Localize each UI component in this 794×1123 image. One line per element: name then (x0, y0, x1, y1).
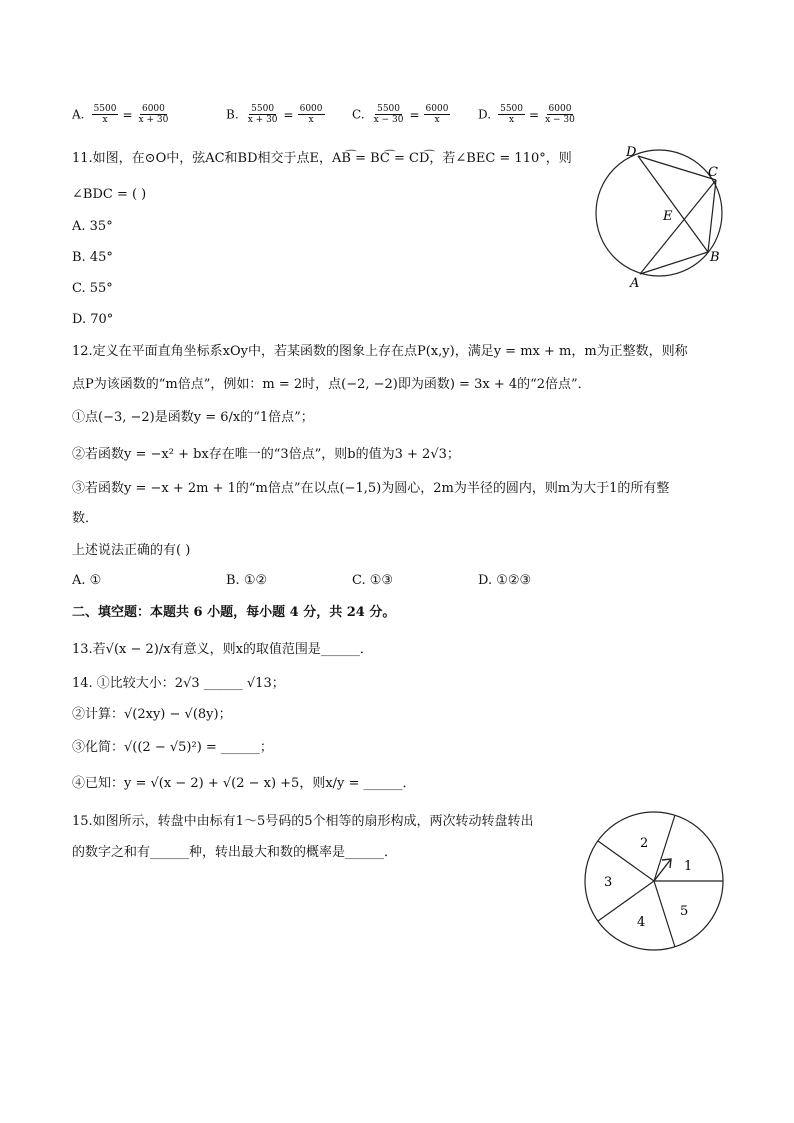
option-label: C. (352, 107, 365, 122)
chord-bd (638, 156, 708, 252)
q12-prompt: 上述说法正确的有( ) (72, 543, 191, 558)
numerator: 5500 (500, 104, 524, 114)
denominator: x − 30 (545, 115, 575, 125)
point-c-label: C (708, 165, 718, 180)
fraction (298, 104, 325, 125)
denominator: x (509, 115, 515, 125)
q14-part2: ②计算：√(2xy) − √(8y)； (72, 707, 232, 722)
q10-option-a (72, 104, 172, 125)
numerator: 6000 (425, 104, 449, 114)
point-e-label: E (663, 209, 673, 224)
spinner-figure (578, 808, 730, 958)
q12-statement-3: ③若函数y = −x + 2m + 1的“m倍点”在以点(−1,5)为圆心，2m为半径的圆内，则m为大于1的所有整 (72, 481, 670, 496)
q10-option-c (352, 104, 452, 125)
chord-ac (640, 180, 716, 274)
q11-option-b: B. 45° (72, 250, 113, 265)
numerator: 5500 (377, 104, 401, 114)
q10-option-d (478, 104, 579, 125)
point-a-label: A (630, 276, 640, 290)
denominator: x (434, 115, 440, 125)
denominator: x + 30 (247, 115, 278, 125)
numerator: 5500 (93, 104, 117, 114)
q12-statement-3-cont: 数． (72, 511, 99, 526)
q15-stem-line2: 的数字之和有______种，转出最大和数的概率是______． (72, 845, 398, 860)
numerator: 6000 (141, 104, 165, 114)
point-d-label: D (626, 145, 637, 160)
denominator: x − 30 (373, 115, 404, 125)
chord-dc (638, 156, 716, 180)
denominator: x + 30 (138, 115, 169, 125)
fraction (498, 104, 525, 125)
q12-option-d: D. ①②③ (478, 573, 532, 588)
fraction (424, 104, 451, 125)
section-heading: 二、填空题：本题共 6 小题，每小题 4 分，共 24 分。 (72, 605, 396, 620)
pointer-arrow-icon (654, 859, 671, 881)
sector-label-2: 2 (640, 836, 649, 851)
q12-option-a: A. ① (72, 573, 102, 588)
fraction (92, 104, 119, 125)
q12-stem-line2: 点P为该函数的“m倍点”，例如：m = 2时，点(−2, −2)即为函数) = 3x + 4的“2倍点”． (72, 377, 591, 392)
q12-option-b: B. ①② (226, 573, 268, 588)
q12-statement-1: ①点(−3, −2)是函数y = 6/x的“1倍点”； (72, 410, 314, 425)
q14-part3: ③化简：√((2 − √5)²) = ______； (72, 740, 273, 755)
point-b-label: B (710, 250, 720, 265)
numerator: 5500 (251, 104, 275, 114)
q11-option-d: D. 70° (72, 312, 114, 327)
sector-label-1: 1 (684, 859, 693, 874)
equals-sign: = (122, 107, 133, 122)
q14-part4: ④已知：y = √(x − 2) + √(2 − x) +5，则x/y = ______． (72, 776, 416, 791)
circle-o (596, 150, 722, 276)
numerator: 6000 (548, 104, 572, 114)
equals-sign: = (283, 107, 294, 122)
q13-stem: 13.若√(x − 2)/x有意义，则x的取值范围是______． (72, 642, 373, 657)
denominator: x (308, 115, 314, 125)
fraction (137, 104, 171, 125)
q12-option-c: C. ①③ (352, 573, 394, 588)
q12-statement-2: ②若函数y = −x² + bx存在唯一的“3倍点”，则b的值为3 + 2√3； (72, 447, 460, 462)
circle-figure (590, 140, 730, 290)
equals-sign: = (409, 107, 420, 122)
sector-divider (654, 881, 675, 947)
numerator: 6000 (299, 104, 323, 114)
fraction (246, 104, 280, 125)
fraction (543, 104, 577, 125)
q11-option-a: A. 35° (72, 219, 113, 234)
sector-divider (654, 815, 675, 881)
q12-stem-line1: 12.定义在平面直角坐标系xOy中，若某函数的图象上存在点P(x,y)，满足y = mx + m，m为正整数，则称 (72, 344, 688, 359)
q11-stem-line1: 11.如图，在⊙O中，弦AC和BD相交于点E，AB͡ = BC͡ = CD͡，若∠BEC = 110°，则 (72, 151, 572, 166)
q11-stem-line2: ∠BDC = ( ) (72, 187, 147, 202)
q10-option-b (226, 104, 327, 125)
option-label: A. (72, 107, 85, 122)
equals-sign: = (529, 107, 540, 122)
denominator: x (102, 115, 108, 125)
option-label: B. (226, 107, 239, 122)
sector-label-3: 3 (604, 875, 613, 890)
sector-label-5: 5 (680, 904, 689, 919)
q11-option-c: C. 55° (72, 281, 113, 296)
q15-stem-line1: 15.如图所示，转盘中由标有1～5号码的5个相等的扇形构成，两次转动转盘转出 (72, 814, 534, 829)
q14-part1: 14. ①比较大小：2√3 ______ √13； (72, 676, 285, 691)
sector-label-4: 4 (637, 915, 646, 930)
option-label: D. (478, 107, 492, 122)
fraction (372, 104, 406, 125)
